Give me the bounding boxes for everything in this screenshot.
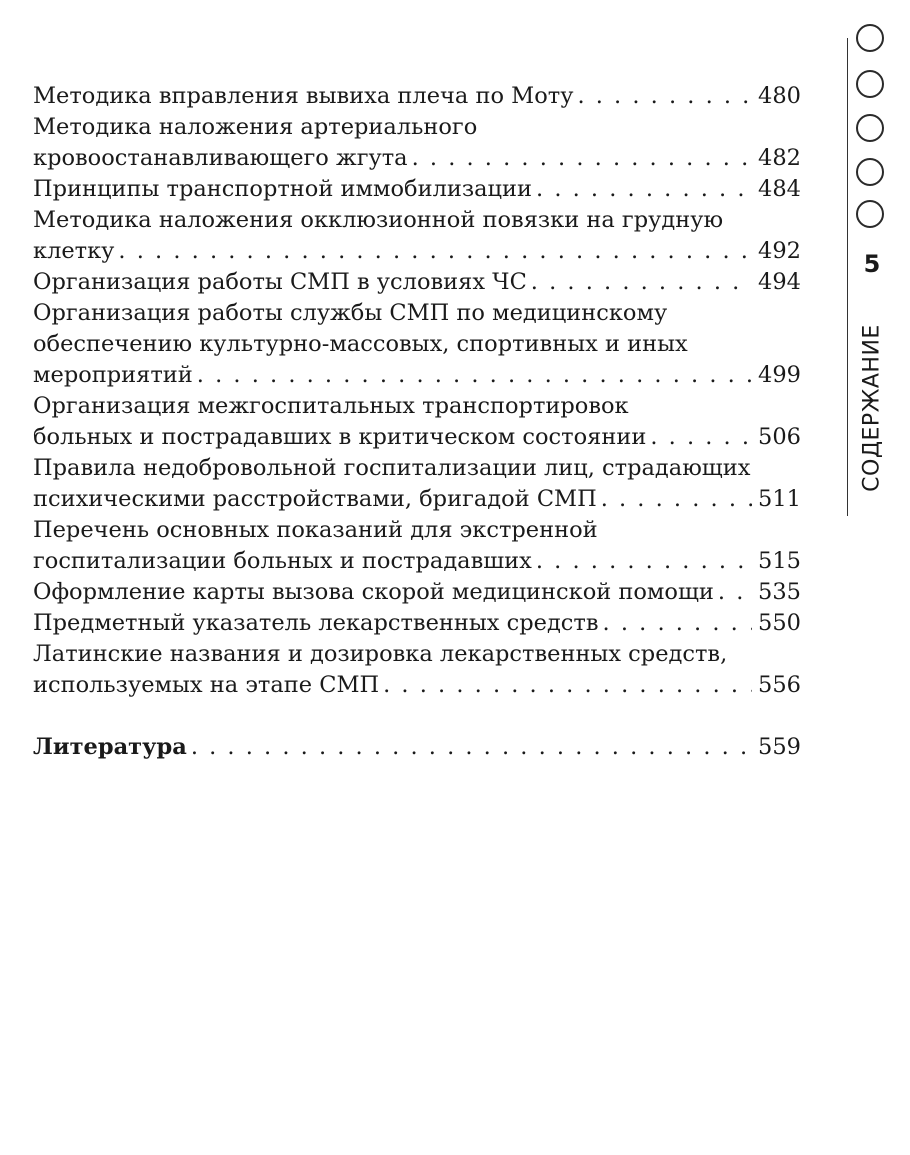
leader-dots — [603, 608, 753, 639]
toc-page-number: 556 — [758, 672, 801, 698]
toc-entry[interactable] — [33, 298, 801, 391]
toc-entry-title: Методика вправления вывиха плеча по Моту — [33, 83, 574, 109]
toc-entry-title: больных и пострадавших в критическом состоянии — [33, 424, 647, 450]
toc-page-number: 492 — [758, 238, 801, 264]
ring-icon — [856, 114, 884, 142]
toc-entry-title-line: Перечень основных показаний для экстренной — [33, 517, 598, 543]
toc-entry-title: психическими расстройствами, бригадой СМП — [33, 486, 597, 512]
toc-entry-title: госпитализации больных и пострадавших — [33, 548, 532, 574]
leader-dots — [536, 546, 752, 577]
toc-page-number: 506 — [758, 424, 801, 450]
ring-icon — [856, 158, 884, 186]
toc-entry-title: Организация работы СМП в условиях ЧС — [33, 269, 527, 295]
toc-entry[interactable] — [33, 577, 801, 608]
section-gap — [33, 701, 801, 732]
ring-icon — [856, 200, 884, 228]
toc-page-number: 535 — [758, 579, 801, 605]
leader-dots — [536, 174, 752, 205]
bibliography-title: Литература — [33, 734, 187, 760]
toc-entry[interactable] — [33, 391, 801, 453]
toc-entry-title-line: Организация межгоспитальных транспортировок — [33, 393, 629, 419]
toc-page-number: 499 — [758, 362, 801, 388]
ring-icon — [856, 70, 884, 98]
leader-dots — [601, 484, 752, 515]
toc-entry-title: клетку — [33, 238, 115, 264]
toc-entry[interactable] — [33, 174, 801, 205]
toc-entry-title-line: Правила недобровольной госпитализации лиц, страдающих — [33, 455, 751, 481]
toc-page-number: 480 — [758, 83, 801, 109]
toc-entry[interactable] — [33, 205, 801, 267]
toc-page-number: 484 — [758, 176, 801, 202]
page-number: 5 — [863, 250, 881, 278]
toc-entry[interactable] — [33, 639, 801, 701]
toc-entry[interactable] — [33, 515, 801, 577]
toc-page-number: 511 — [758, 486, 801, 512]
toc-entry-title: Принципы транспортной иммобилизации — [33, 176, 533, 202]
toc-page-number: 482 — [758, 145, 801, 171]
toc-entry-title-line: Латинские названия и дозировка лекарственных средств, — [33, 641, 728, 667]
leader-dots — [197, 360, 752, 391]
leader-dots — [118, 236, 752, 267]
toc-entry-title: кровоостанавливающего жгута — [33, 145, 408, 171]
toc-entry-title-line: Методика наложения окклюзионной повязки на грудную — [33, 207, 724, 233]
toc-entry[interactable] — [33, 453, 801, 515]
ring-icon — [856, 24, 884, 52]
side-divider — [847, 38, 848, 516]
leader-dots — [577, 81, 752, 112]
toc-entry-title: мероприятий — [33, 362, 193, 388]
toc-entry[interactable] — [33, 112, 801, 174]
leader-dots — [718, 577, 752, 608]
leader-dots — [531, 267, 752, 298]
toc-entry-title-line: Организация работы службы СМП по медицинскому — [33, 300, 668, 326]
leader-dots — [412, 143, 752, 174]
leader-dots — [650, 422, 752, 453]
toc-page-number: 559 — [758, 734, 801, 760]
toc-entry-title-line: обеспечению культурно-массовых, спортивных и иных — [33, 331, 688, 357]
toc-entry[interactable] — [33, 81, 801, 112]
toc-entry-title: Предметный указатель лекарственных средств — [33, 610, 599, 636]
toc-entry-title: Оформление карты вызова скорой медицинской помощи — [33, 579, 714, 605]
toc-entry-bibliography[interactable] — [33, 732, 801, 763]
side-tab — [842, 38, 892, 518]
toc-entry[interactable] — [33, 608, 801, 639]
toc-page-number: 494 — [758, 269, 801, 295]
leader-dots — [383, 670, 752, 701]
table-of-contents — [33, 81, 801, 763]
toc-page-number: 550 — [758, 610, 801, 636]
toc-page-number: 515 — [758, 548, 801, 574]
toc-entry-title-line: Методика наложения артериального — [33, 114, 478, 140]
toc-entry-title: используемых на этапе СМП — [33, 672, 380, 698]
toc-entry[interactable] — [33, 267, 801, 298]
section-label: СОДЕРЖАНИЕ — [859, 324, 885, 492]
leader-dots — [191, 732, 752, 763]
binding-rings — [852, 38, 892, 228]
